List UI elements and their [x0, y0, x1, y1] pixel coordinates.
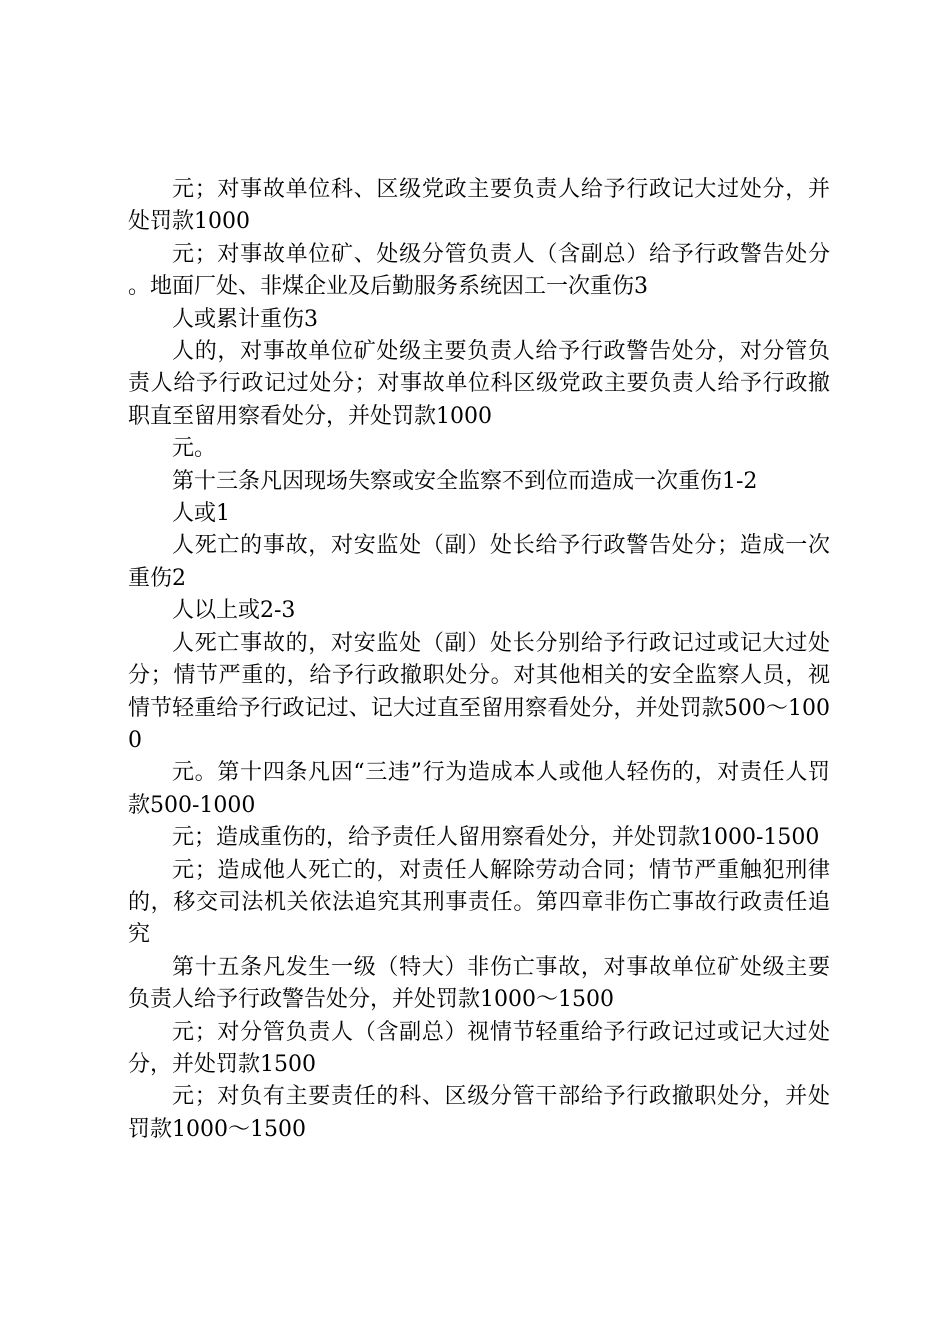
- paragraph: 元；对负有主要责任的科、区级分管干部给予行政撤职处分，并处罚款1000～1500: [128, 1084, 830, 1142]
- paragraph: 元；对事故单位科、区级党政主要负责人给予行政记大过处分，并处罚款1000: [128, 177, 830, 235]
- paragraph: 人或1: [172, 501, 230, 527]
- paragraph: 元。: [172, 436, 217, 462]
- paragraph: 元；造成他人死亡的，对责任人解除劳动合同；情节严重触犯刑律的，移交司法机关依法追究其刑事责任。第四章非伤亡事故行政责任追究: [128, 857, 830, 948]
- paragraph: 人死亡事故的，对安监处（副）处长分别给予行政记过或记大过处分；情节严重的，给予行政撤职处分。对其他相关的安全监察人员，视情节轻重给予行政记过、记大过直至留用察看处分，并处罚款500～1000: [128, 630, 830, 753]
- paragraph: 人或累计重伤3: [172, 306, 318, 332]
- paragraph: 元。第十四条凡因“三违”行为造成本人或他人轻伤的，对责任人罚款500-1000: [128, 760, 830, 818]
- paragraph: 元；对事故单位矿、处级分管负责人（含副总）给予行政警告处分。地面厂处、非煤企业及后勤服务系统因工一次重伤3: [128, 241, 830, 300]
- paragraph: 元；造成重伤的，给予责任人留用察看处分，并处罚款1000-1500: [172, 825, 820, 851]
- paragraph: 人以上或2-3: [172, 598, 296, 624]
- paragraph: 元；对分管负责人（含副总）视情节轻重给予行政记过或记大过处分，并处罚款1500: [128, 1019, 830, 1077]
- document-body: [128, 174, 830, 1146]
- paragraph: 第十三条凡因现场失察或安全监察不到位而造成一次重伤1-2: [172, 468, 758, 494]
- paragraph: 人的，对事故单位矿处级主要负责人给予行政警告处分，对分管负责人给予行政记过处分；对事故单位科区级党政主要负责人给予行政撤职直至留用察看处分，并处罚款1000: [128, 339, 830, 429]
- paragraph: 人死亡的事故，对安监处（副）处长给予行政警告处分；造成一次重伤2: [128, 533, 830, 591]
- paragraph: 第十五条凡发生一级（特大）非伤亡事故，对事故单位矿处级主要负责人给予行政警告处分，并处罚款1000～1500: [128, 954, 830, 1013]
